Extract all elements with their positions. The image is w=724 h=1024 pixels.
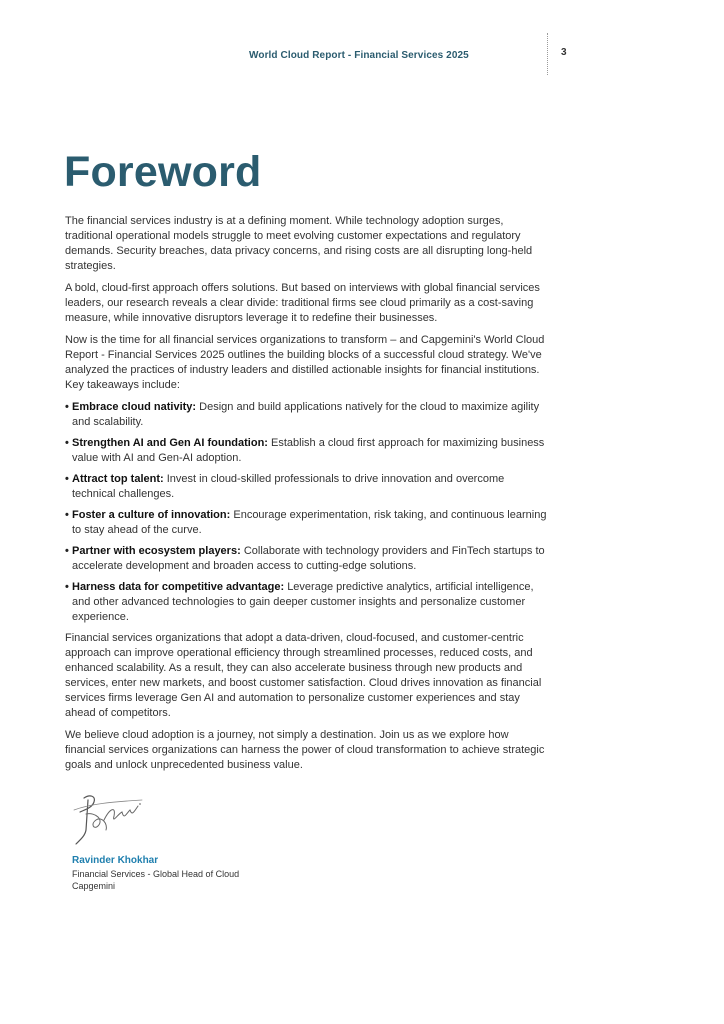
takeaway-title: Embrace cloud nativity:	[72, 401, 197, 413]
takeaway-item	[65, 580, 549, 625]
takeaway-title: Strengthen AI and Gen AI foundation:	[72, 437, 268, 449]
takeaway-title: Partner with ecosystem players:	[72, 545, 241, 557]
takeaway-item	[65, 436, 549, 466]
page-title: Foreword	[64, 148, 262, 196]
intro-paragraph-1: The financial services industry is at a defining moment. While technology adoption surges, traditional operational models struggle to meet evolving customer expectations and regulatory demands. Security breaches, data privacy concerns, and rising costs are all disrupting long-held strategies.	[65, 215, 533, 272]
page-number: 3	[561, 47, 567, 58]
closing-paragraph-1: Financial services organizations that adopt a data-driven, cloud-focused, and customer-centric approach can improve operational efficiency through streamlined processes, reduced costs, and enhanced scalability. As a result, they can also accelerate business through new products and services, enter new markets, and boost customer satisfaction. Cloud drives innovation as financial services firms leverage Gen AI and automation to personalize customer experiences and stay ahead of competitors.	[65, 632, 542, 719]
key-takeaways-list	[65, 400, 549, 625]
takeaway-title: Harness data for competitive advantage:	[72, 581, 285, 593]
signature-image	[70, 790, 148, 848]
intro-paragraph-2: A bold, cloud-first approach offers solutions. But based on interviews with global financial services leaders, our research reveals a clear divide: traditional firms see cloud primarily as a cost-saving measure, while innovative disruptors leverage it to redefine their businesses.	[65, 282, 540, 324]
takeaway-title: Foster a culture of innovation:	[72, 509, 231, 521]
signatory-company: Capgemini	[72, 881, 116, 891]
takeaway-text: Leverage predictive analytics, artificial intelligence, and other advanced technologies to gain deeper customer insights and personalize customer experience.	[72, 581, 534, 623]
takeaway-text: Encourage experimentation, risk taking, and continuous learning to stay ahead of the curve.	[72, 509, 547, 536]
takeaway-item	[65, 400, 549, 430]
takeaway-text: Collaborate with technology providers and FinTech startups to accelerate development and broaden access to cutting-edge solutions.	[72, 545, 545, 572]
takeaway-text: Invest in cloud-skilled professionals to drive innovation and overcome technical challenges.	[72, 473, 505, 500]
foreword-body	[65, 214, 549, 780]
header-divider	[547, 33, 548, 75]
intro-paragraph-3: Now is the time for all financial services organizations to transform – and Capgemini's World Cloud Report - Financial Services 2025 outlines the building blocks of a successful cloud strategy. We've analyzed the practices of industry leaders and distilled actionable insights for financial institutions. Key takeaways include:	[65, 334, 545, 391]
takeaway-item	[65, 508, 549, 538]
signatory-role: Financial Services - Global Head of Cloud	[72, 869, 240, 879]
takeaway-title: Attract top talent:	[72, 473, 164, 485]
running-header-title: World Cloud Report - Financial Services 2025	[249, 50, 469, 61]
takeaway-item	[65, 544, 549, 574]
takeaway-text: Design and build applications natively for the cloud to maximize agility and scalability.	[72, 401, 540, 428]
signatory-name: Ravinder Khokhar	[72, 855, 159, 866]
closing-paragraph-2: We believe cloud adoption is a journey, not simply a destination. Join us as we explore how financial services organizations can harness the power of cloud transformation to achieve strategic goals and unlock unprecedented business value.	[65, 729, 545, 771]
takeaway-text: Establish a cloud first approach for maximizing business value with AI and Gen-AI adoption.	[72, 437, 545, 464]
takeaway-item	[65, 472, 549, 502]
